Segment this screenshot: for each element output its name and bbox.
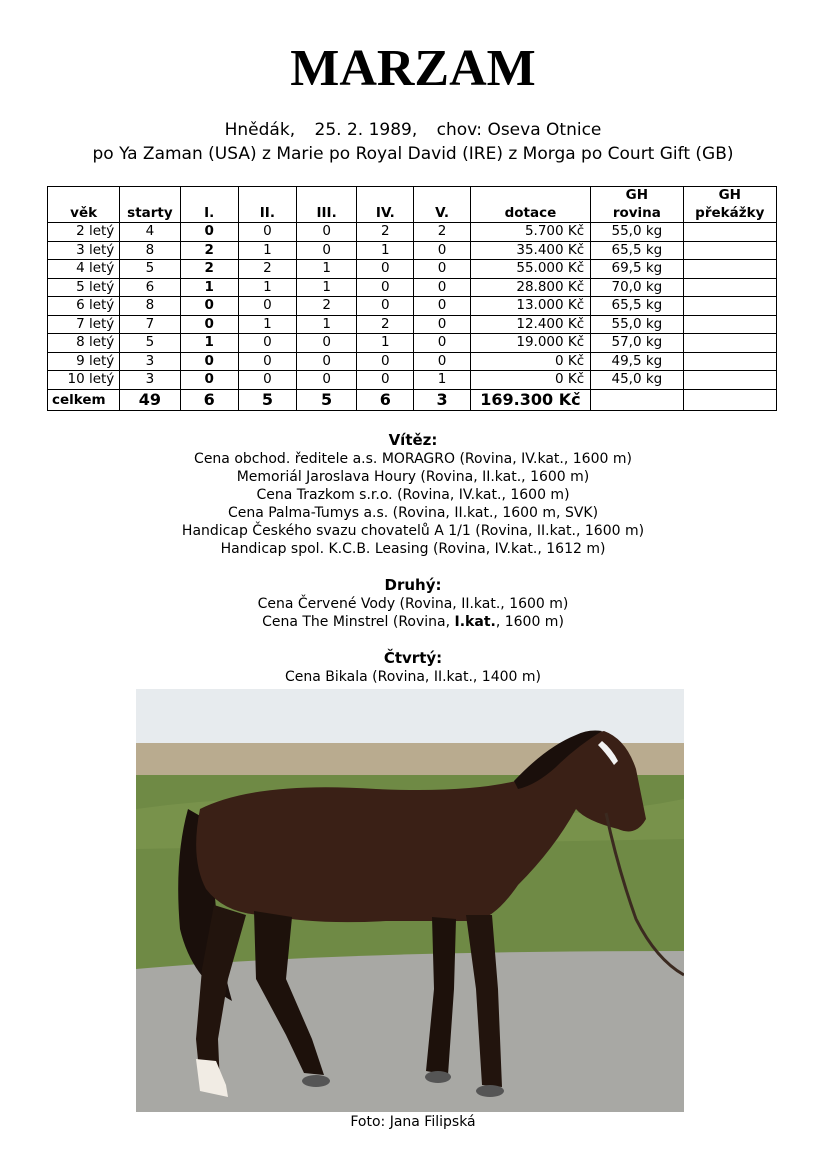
- cell-fifth: 0: [414, 241, 470, 260]
- cell-second: 0: [238, 371, 296, 390]
- cell-first: 2: [180, 260, 238, 279]
- total-starts: 49: [120, 389, 180, 410]
- win-race: Memoriál Jaroslava Houry (Rovina, II.kat., 1600 m): [236, 469, 590, 485]
- cell-third: 2: [297, 297, 357, 316]
- cell-second: 0: [238, 334, 296, 353]
- cell-starts: 3: [120, 371, 180, 390]
- cell-starts: 3: [120, 352, 180, 371]
- horse-hoof: [302, 1075, 330, 1087]
- cell-third: 1: [297, 260, 357, 279]
- header-first: I.: [180, 187, 238, 223]
- cell-fifth: 2: [414, 223, 470, 242]
- table-row: [48, 223, 777, 242]
- horse-hoof: [476, 1085, 504, 1097]
- table-row: [48, 297, 777, 316]
- cell-age: 9 letý: [48, 352, 120, 371]
- table-header-row: [48, 187, 777, 223]
- cell-starts: 8: [120, 241, 180, 260]
- win-race: Cena Trazkom s.r.o. (Rovina, IV.kat., 1600 m): [256, 487, 570, 503]
- total-gh-jump: [683, 389, 776, 410]
- race-statistics-table: [47, 186, 777, 411]
- total-second: 5: [238, 389, 296, 410]
- cell-prize-money: 35.400 Kč: [470, 241, 590, 260]
- horse-photo-illustration: [136, 689, 684, 1112]
- cell-gh-flat: 49,5 kg: [591, 352, 683, 371]
- header-fourth: IV.: [357, 187, 414, 223]
- cell-third: 0: [297, 223, 357, 242]
- total-gh-flat: [591, 389, 683, 410]
- cell-gh-flat: 55,0 kg: [591, 223, 683, 242]
- header-second: II.: [238, 187, 296, 223]
- total-label: celkem: [48, 389, 120, 410]
- cell-gh-jump: [683, 352, 776, 371]
- cell-prize-money: 0 Kč: [470, 352, 590, 371]
- cell-starts: 5: [120, 334, 180, 353]
- header-gh-jump-line2: překážky: [695, 204, 765, 221]
- cell-gh-jump: [683, 278, 776, 297]
- cell-prize-money: 28.800 Kč: [470, 278, 590, 297]
- cell-fourth: 0: [357, 260, 414, 279]
- second-race: [0, 613, 826, 631]
- cell-starts: 7: [120, 315, 180, 334]
- header-starts: starty: [120, 187, 180, 223]
- cell-prize-money: 5.700 Kč: [470, 223, 590, 242]
- cell-gh-flat: 55,0 kg: [591, 315, 683, 334]
- cell-age: 10 letý: [48, 371, 120, 390]
- cell-third: 1: [297, 315, 357, 334]
- cell-starts: 4: [120, 223, 180, 242]
- cell-age: 5 letý: [48, 278, 120, 297]
- cell-first: 2: [180, 241, 238, 260]
- total-first: 6: [180, 389, 238, 410]
- cell-gh-flat: 70,0 kg: [591, 278, 683, 297]
- table-row: [48, 352, 777, 371]
- fourth-place-section: [0, 648, 826, 686]
- cell-fourth: 1: [357, 241, 414, 260]
- cell-third: 0: [297, 352, 357, 371]
- cell-gh-jump: [683, 223, 776, 242]
- cell-fourth: 1: [357, 334, 414, 353]
- cell-first: 1: [180, 278, 238, 297]
- cell-gh-jump: [683, 371, 776, 390]
- cell-fifth: 0: [414, 334, 470, 353]
- winner-heading: Vítěz:: [388, 431, 438, 449]
- cell-fourth: 0: [357, 278, 414, 297]
- table-row: [48, 241, 777, 260]
- second-heading: Druhý:: [384, 576, 442, 594]
- cell-gh-jump: [683, 297, 776, 316]
- cell-second: 1: [238, 278, 296, 297]
- header-gh-jump-line1: GH: [718, 187, 741, 203]
- cell-fifth: 0: [414, 260, 470, 279]
- cell-prize-money: 55.000 Kč: [470, 260, 590, 279]
- total-fifth: 3: [414, 389, 470, 410]
- cell-second: 1: [238, 241, 296, 260]
- header-gh-flat: [591, 187, 683, 223]
- cell-fourth: 0: [357, 297, 414, 316]
- second-race-category: I.kat.: [454, 614, 496, 630]
- cell-gh-jump: [683, 334, 776, 353]
- cell-gh-jump: [683, 260, 776, 279]
- cell-prize-money: 12.400 Kč: [470, 315, 590, 334]
- cell-second: 0: [238, 352, 296, 371]
- cell-gh-flat: 45,0 kg: [591, 371, 683, 390]
- second-race-text-end: , 1600 m): [495, 614, 564, 630]
- cell-prize-money: 19.000 Kč: [470, 334, 590, 353]
- total-row: [48, 389, 777, 410]
- header-prize-money: dotace: [470, 187, 590, 223]
- cell-second: 0: [238, 297, 296, 316]
- cell-fifth: 0: [414, 352, 470, 371]
- cell-fifth: 0: [414, 315, 470, 334]
- cell-fourth: 0: [357, 371, 414, 390]
- total-third: 5: [297, 389, 357, 410]
- table-row: [48, 334, 777, 353]
- cell-gh-flat: 57,0 kg: [591, 334, 683, 353]
- header-age: věk: [48, 187, 120, 223]
- total-fourth: 6: [357, 389, 414, 410]
- cell-gh-flat: 65,5 kg: [591, 297, 683, 316]
- cell-first: 1: [180, 334, 238, 353]
- cell-fifth: 1: [414, 371, 470, 390]
- cell-fifth: 0: [414, 297, 470, 316]
- win-race: Handicap spol. K.C.B. Leasing (Rovina, IV.kat., 1612 m): [220, 541, 606, 557]
- cell-fourth: 2: [357, 223, 414, 242]
- cell-fifth: 0: [414, 278, 470, 297]
- cell-age: 3 letý: [48, 241, 120, 260]
- cell-third: 1: [297, 278, 357, 297]
- cell-gh-jump: [683, 315, 776, 334]
- coat-color: Hnědák,: [224, 120, 296, 140]
- cell-third: 0: [297, 371, 357, 390]
- cell-age: 8 letý: [48, 334, 120, 353]
- fourth-race: Cena Bikala (Rovina, II.kat., 1400 m): [285, 669, 541, 685]
- cell-gh-jump: [683, 241, 776, 260]
- horse-hoof: [425, 1071, 451, 1083]
- cell-gh-flat: 69,5 kg: [591, 260, 683, 279]
- birth-date: 25. 2. 1989,: [314, 120, 418, 140]
- total-prize-money: 169.300 Kč: [470, 389, 590, 410]
- table-row: [48, 278, 777, 297]
- cell-age: 2 letý: [48, 223, 120, 242]
- cell-first: 0: [180, 352, 238, 371]
- cell-fourth: 0: [357, 352, 414, 371]
- header-third: III.: [297, 187, 357, 223]
- table-row: [48, 260, 777, 279]
- cell-first: 0: [180, 297, 238, 316]
- cell-second: 1: [238, 315, 296, 334]
- cell-prize-money: 13.000 Kč: [470, 297, 590, 316]
- table-row: [48, 315, 777, 334]
- breeder: chov: Oseva Otnice: [436, 120, 602, 140]
- horse-photo: [136, 689, 684, 1112]
- photo-caption: Foto: Jana Filipská: [350, 1114, 476, 1130]
- cell-fourth: 2: [357, 315, 414, 334]
- cell-first: 0: [180, 315, 238, 334]
- header-gh-flat-line2: rovina: [612, 204, 661, 221]
- header-gh-flat-line1: GH: [625, 187, 649, 203]
- header-gh-jump: [683, 187, 776, 223]
- second-race: Cena Červené Vody (Rovina, II.kat., 1600 m): [257, 596, 569, 612]
- cell-age: 7 letý: [48, 315, 120, 334]
- second-race-text: Cena The Minstrel (Rovina,: [262, 614, 455, 630]
- header-fifth: V.: [414, 187, 470, 223]
- cell-third: 0: [297, 241, 357, 260]
- cell-starts: 6: [120, 278, 180, 297]
- pedigree: po Ya Zaman (USA) z Marie po Royal David (IRE) z Morga po Court Gift (GB): [92, 144, 734, 164]
- cell-second: 2: [238, 260, 296, 279]
- horse-description: [0, 119, 826, 141]
- cell-age: 4 letý: [48, 260, 120, 279]
- cell-first: 0: [180, 371, 238, 390]
- winner-section: [0, 430, 826, 558]
- win-race: Cena Palma-Tumys a.s. (Rovina, II.kat., 1600 m, SVK): [227, 505, 599, 521]
- cell-gh-flat: 65,5 kg: [591, 241, 683, 260]
- cell-third: 0: [297, 334, 357, 353]
- fourth-heading: Čtvrtý:: [383, 649, 443, 667]
- cell-first: 0: [180, 223, 238, 242]
- win-race: Handicap Českého svazu chovatelů A 1/1 (Rovina, II.kat., 1600 m): [181, 523, 645, 539]
- win-race: Cena obchod. ředitele a.s. MORAGRO (Rovina, IV.kat., 1600 m): [194, 451, 632, 467]
- cell-second: 0: [238, 223, 296, 242]
- second-place-section: [0, 575, 826, 631]
- cell-prize-money: 0 Kč: [470, 371, 590, 390]
- page-title: MARZAM: [290, 40, 536, 97]
- cell-starts: 8: [120, 297, 180, 316]
- cell-starts: 5: [120, 260, 180, 279]
- cell-age: 6 letý: [48, 297, 120, 316]
- table-row: [48, 371, 777, 390]
